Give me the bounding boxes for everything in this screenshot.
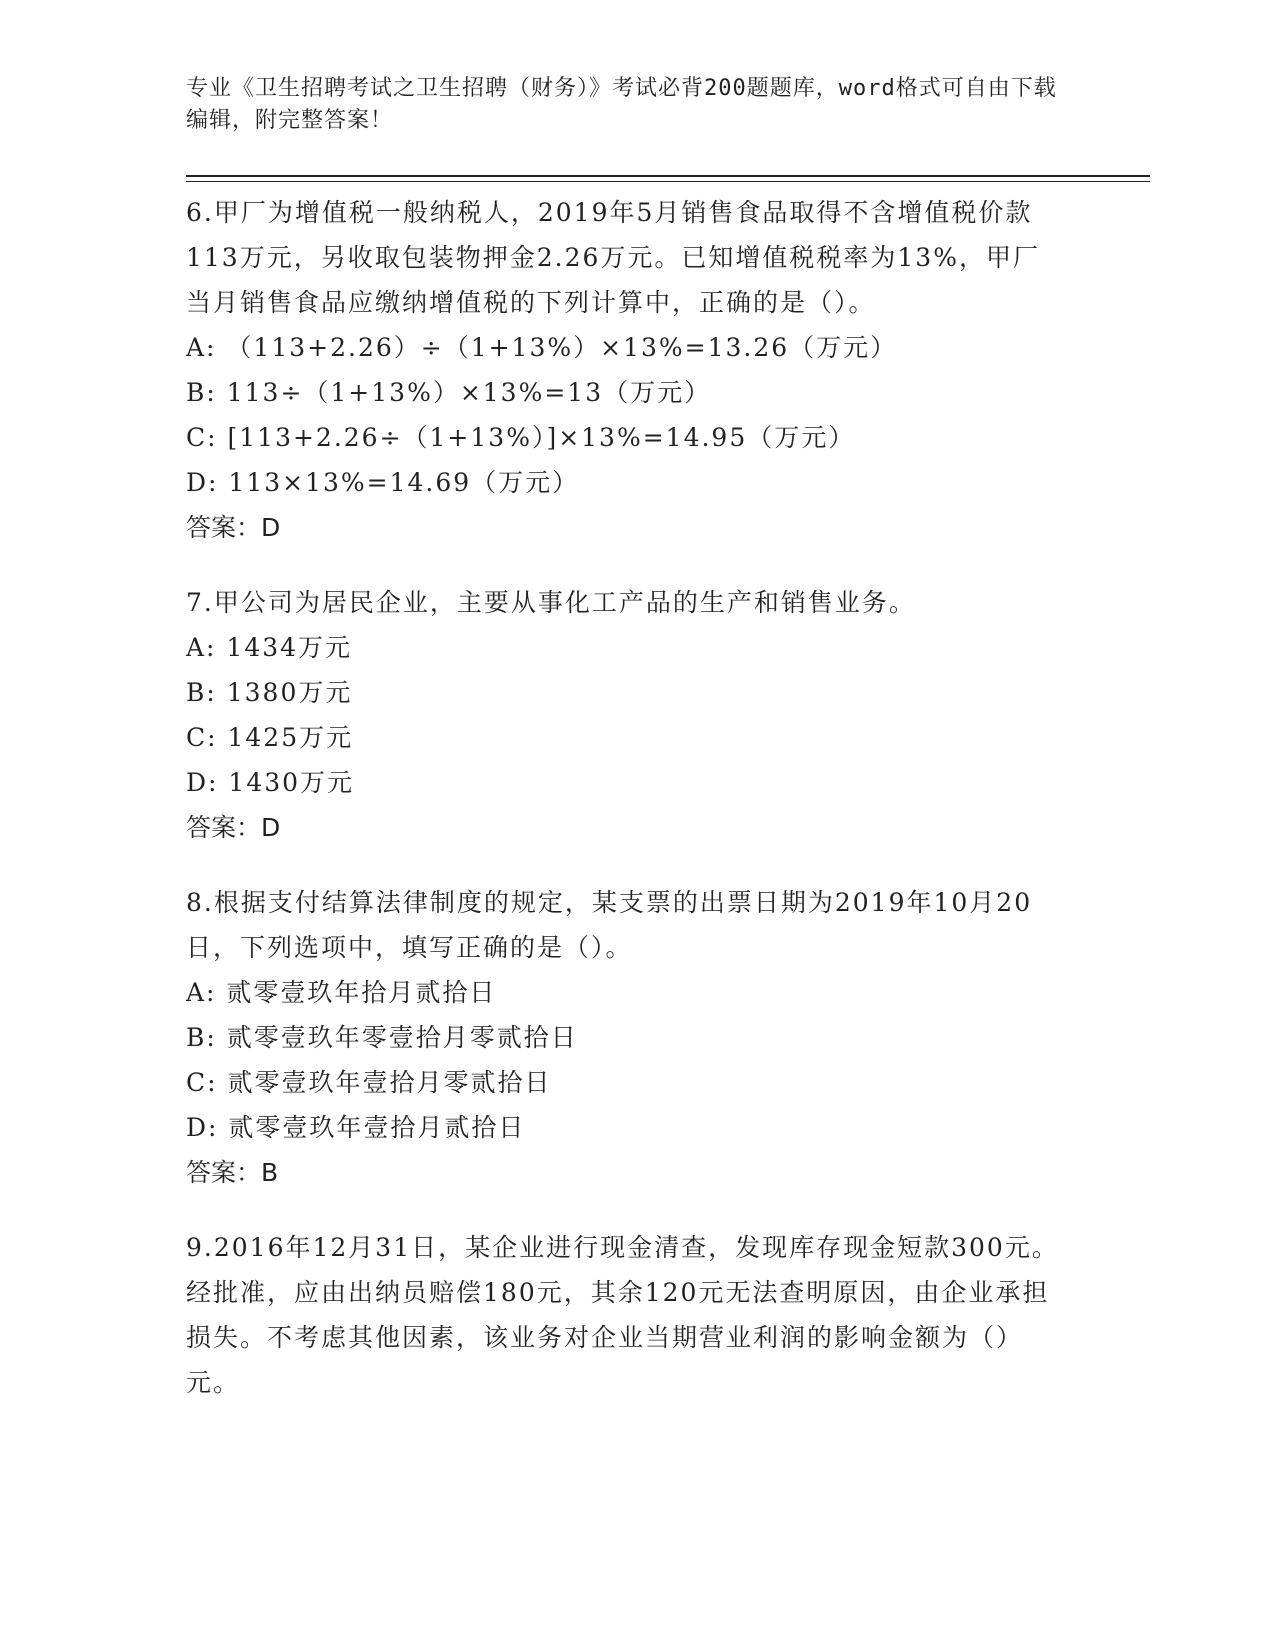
answer: 答案：B <box>186 1158 279 1187</box>
question-stem: 9.2016年12月31日，某企业进行现金清查，发现库存现金短款300元。经批准，应由出纳员赔偿180元，其余120元无法查明原因，由企业承担损失。不考虑其他因素，该业务对企业当期营业利润的影响金额为（）元。 <box>186 1233 1059 1397</box>
option-b: B: 113÷（1+13%）×13%=13（万元） <box>186 378 712 407</box>
option-d: D: 1430万元 <box>186 768 355 797</box>
answer: 答案：D <box>186 813 281 842</box>
answer: 答案：D <box>186 513 281 542</box>
question-9 <box>186 1225 1066 1405</box>
option-d: D: 113×13%=14.69（万元） <box>186 468 580 497</box>
header-rule-thick <box>186 175 1150 177</box>
option-c: C: 1425万元 <box>186 723 354 752</box>
question-list <box>186 190 1066 1435</box>
question-stem: 6.甲厂为增值税一般纳税人，2019年5月销售食品取得不含增值税价款113万元，另收取包装物押金2.26万元。已知增值税税率为13%，甲厂当月销售食品应缴纳增值税的下列计算中，正确的是（）。 <box>186 198 1040 317</box>
question-stem: 8.根据支付结算法律制度的规定，某支票的出票日期为2019年10月20日，下列选项中，填写正确的是（）。 <box>186 888 1033 962</box>
question-7 <box>186 580 1066 850</box>
option-b: B: 贰零壹玖年零壹拾月零贰拾日 <box>186 1023 578 1052</box>
question-8 <box>186 880 1066 1195</box>
document-header: 专业《卫生招聘考试之卫生招聘（财务）》考试必背200题题库，word格式可自由下载编辑，附完整答案！ <box>186 76 1057 133</box>
option-c: C: [113+2.26÷（1+13%）]×13%=14.95（万元） <box>186 423 856 452</box>
question-6 <box>186 190 1066 550</box>
option-a: A: 贰零壹玖年拾月贰拾日 <box>186 978 497 1007</box>
question-stem: 7.甲公司为居民企业，主要从事化工产品的生产和销售业务。 <box>186 588 916 617</box>
option-a: A: （113+2.26）÷（1+13%）×13%=13.26（万元） <box>186 333 898 362</box>
option-b: B: 1380万元 <box>186 678 353 707</box>
option-a: A: 1434万元 <box>186 633 353 662</box>
header-rule-thin <box>186 181 1150 182</box>
option-d: D: 贰零壹玖年壹拾月贰拾日 <box>186 1113 526 1142</box>
option-c: C: 贰零壹玖年壹拾月零贰拾日 <box>186 1068 552 1097</box>
